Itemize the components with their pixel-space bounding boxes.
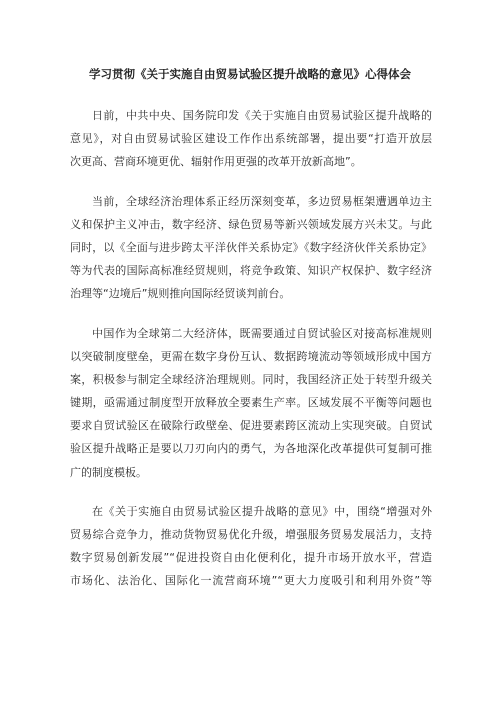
text-line: 贸易综合竞争力，推动货物贸易优化升级，增强服务贸易发展活力，支持 — [70, 528, 432, 541]
text-line: 治理等“边境后”规则推向国际经贸谈判前台。 — [70, 287, 291, 301]
document-body — [70, 104, 432, 609]
text-line: 市场化、法治化、国际化一流营商环境”“更大力度吸引和利用外资”等 — [70, 574, 432, 588]
paragraph-4 — [70, 500, 432, 593]
text-line: 同时，以《全面与进步跨太平洋伙伴关系协定》《数字经济伙伴关系协定》 — [70, 240, 432, 254]
text-line: 义和保护主义冲击，数字经济、绿色贸易等新兴领域发展方兴未艾。与此 — [70, 217, 432, 231]
text-line: 验区提升战略正是要以刀刃向内的勇气，为各地深化改革提供可复制可推 — [70, 442, 432, 456]
text-line: 要求自贸试验区在破除行政壁垒、促进要素跨区流动上实现突破。自贸试 — [70, 419, 432, 433]
text-line: 等为代表的国际高标准经贸规则，将竞争政策、知识产权保护、数字经济 — [70, 264, 432, 278]
paragraph-2 — [70, 190, 432, 306]
text-line: 在《关于实施自由贸易试验区提升战略的意见》中，围绕“增强对外 — [92, 504, 432, 518]
text-line: 以突破制度壁垒，更需在数字身份互认、数据跨境流动等领域形成中国方 — [70, 349, 432, 363]
text-line: 次更高、营商环境更优、辐射作用更强的改革开放新高地”。 — [70, 155, 362, 169]
document-title: 学习贯彻《关于实施自由贸易试验区提升战略的意见》心得体会 — [89, 67, 411, 81]
text-line: 数字贸易创新发展”“促进投资自由化便利化，提升市场开放水平，营造 — [70, 551, 432, 565]
text-line: 广的制度模板。 — [70, 465, 147, 479]
text-line: 意见》，对自由贸易试验区建设工作作出系统部署，提出要“打造开放层 — [70, 132, 432, 146]
text-line: 案，积极参与制定全球经济治理规则。同时，我国经济正处于转型升级关 — [70, 372, 432, 386]
text-line: 中国作为全球第二大经济体，既需要通过自贸试验区对接高标准规则 — [92, 326, 432, 340]
text-line: 键期，亟需通过制度型开放释放全要素生产率。区域发展不平衡等问题也 — [70, 396, 432, 410]
paragraph-1 — [70, 104, 432, 174]
paragraph-3 — [70, 322, 432, 484]
text-line: 日前，中共中央、国务院印发《关于实施自由贸易试验区提升战略的 — [92, 109, 432, 122]
text-line: 当前，全球经济治理体系正经历深刻变革，多边贸易框架遭遇单边主 — [92, 194, 432, 208]
